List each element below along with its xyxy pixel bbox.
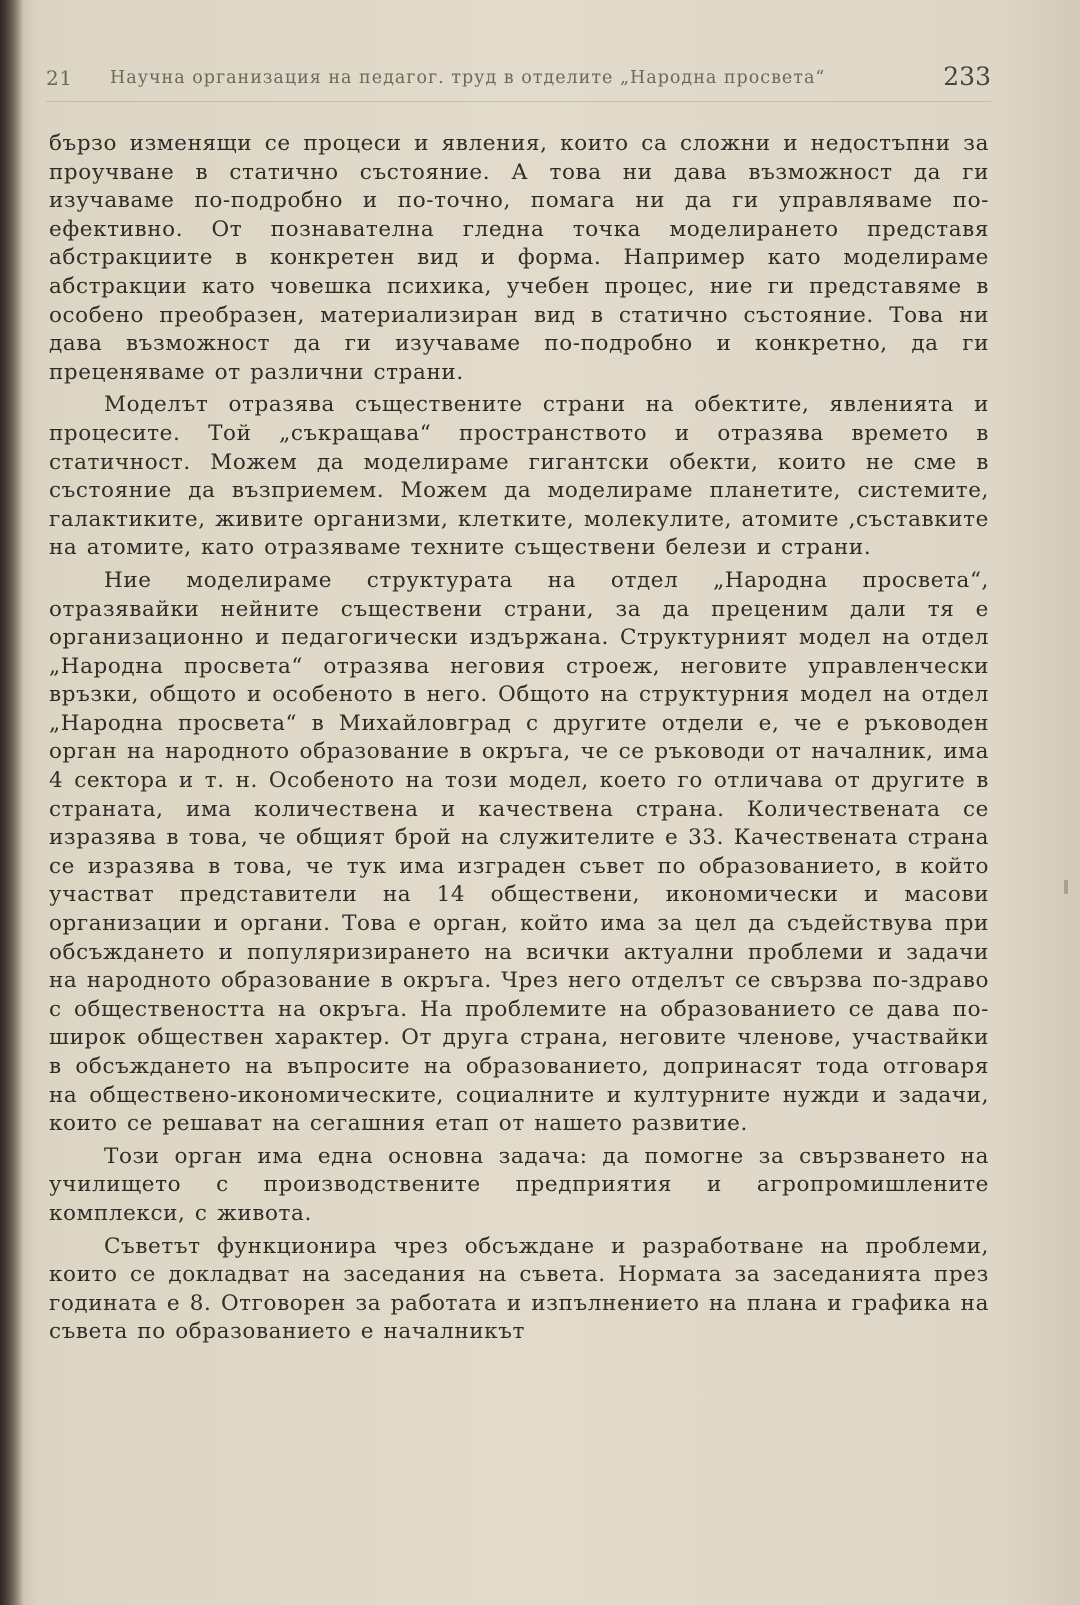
paragraph-continued: бързо изменящи се процеси и явления, които са сложни и недостъпни за проучване в статично състояние. А това ни дава възможност да ги изучаваме по-подробно и по-точно, помага ни да ги управляваме по-ефективно. От познавателна гледна точка моделирането представя абстракциите в конкретен вид и форма. Например като моделираме абстракции като човешка психика, учебен процес, ние ги представяме в особено преобразен, материализиран вид в статично състояние. Това ни дава възможност да ги изучаваме по-подробно и конкретно, да ги преценяваме от различни страни. <box>49 131 989 385</box>
paragraph-main-task: Този орган има една основна задача: да помогне за свързването на училището с производствените предприятия и агропромишлените комплекси, с живота. <box>49 1143 989 1226</box>
page-edge-mark <box>1064 880 1068 894</box>
running-head-folio: 21 <box>46 66 73 90</box>
running-head-title: Научна организация на педагог. труд в отделите „Народна просвета“ <box>110 68 826 88</box>
paragraph-council-functions: Съветът функционира чрез обсъждане и разработване на проблеми, които се докладват на заседания на съвета. Нормата за заседанията през годината е 8. Отговорен за работата и изпълнението на плана и графика на съвета по образованието е началникът <box>49 1233 989 1345</box>
book-spine-shadow <box>0 0 24 1605</box>
running-head <box>46 62 991 102</box>
paragraph-structure-model: Ние моделираме структурата на отдел „Народна просвета“, отразявайки нейните съществени страни, за да преценим дали тя е организационно и педагогически издържана. Структурният модел на отдел „Народна просвета“ отразява неговия строеж, неговите управленчески връзки, общото и особеното в него. Общото на структурния модел на отдел „Народна просвета“ в Михайловград с другите отдели е, че е ръководен орган на народното образование в окръга, че се ръководи от началник, има 4 сектора и т. н. Особеното на този модел, което го отличава от другите в страната, има количествена и качествена страна. Количествената се изразява в това, че общият брой на служителите е 33. Качествената страна се изразява в това, че тук има изграден съвет по образованието, в който участват представители на 14 обществени, икономически и масови организации и органи. Това е орган, който има за цел да съдействува при обсъждането и популяризирането на всички актуални проблеми и задачи на народното образование в окръга. Чрез него отделът се свързва по-здраво с обществеността на окръга. На проблемите на образованието се дава по-широк обществен характер. От друга страна, неговите членове, участвайки в обсъждането на въпросите на образованието, допринасят тода отговаря на обществено-икономическите, социалните и културните нужди и задачи, които се решават на сегашния етап от нашето развитие. <box>49 567 989 1137</box>
header-rule <box>46 101 991 102</box>
paragraph-model-reflects: Моделът отразява съществените страни на обектите, явленията и процесите. Той „съкращава“ пространството и отразява времето в статичност. Можем да моделираме гигантски обекти, които не сме в състояние да възприемем. Можем да моделираме планетите, системите, галактиките, живите организми, клетките, молекулите, атомите ,съставките на атомите, като отразяваме техните съществени белези и страни. <box>49 392 989 561</box>
body-text <box>49 130 989 1347</box>
page-number: 233 <box>943 62 991 91</box>
